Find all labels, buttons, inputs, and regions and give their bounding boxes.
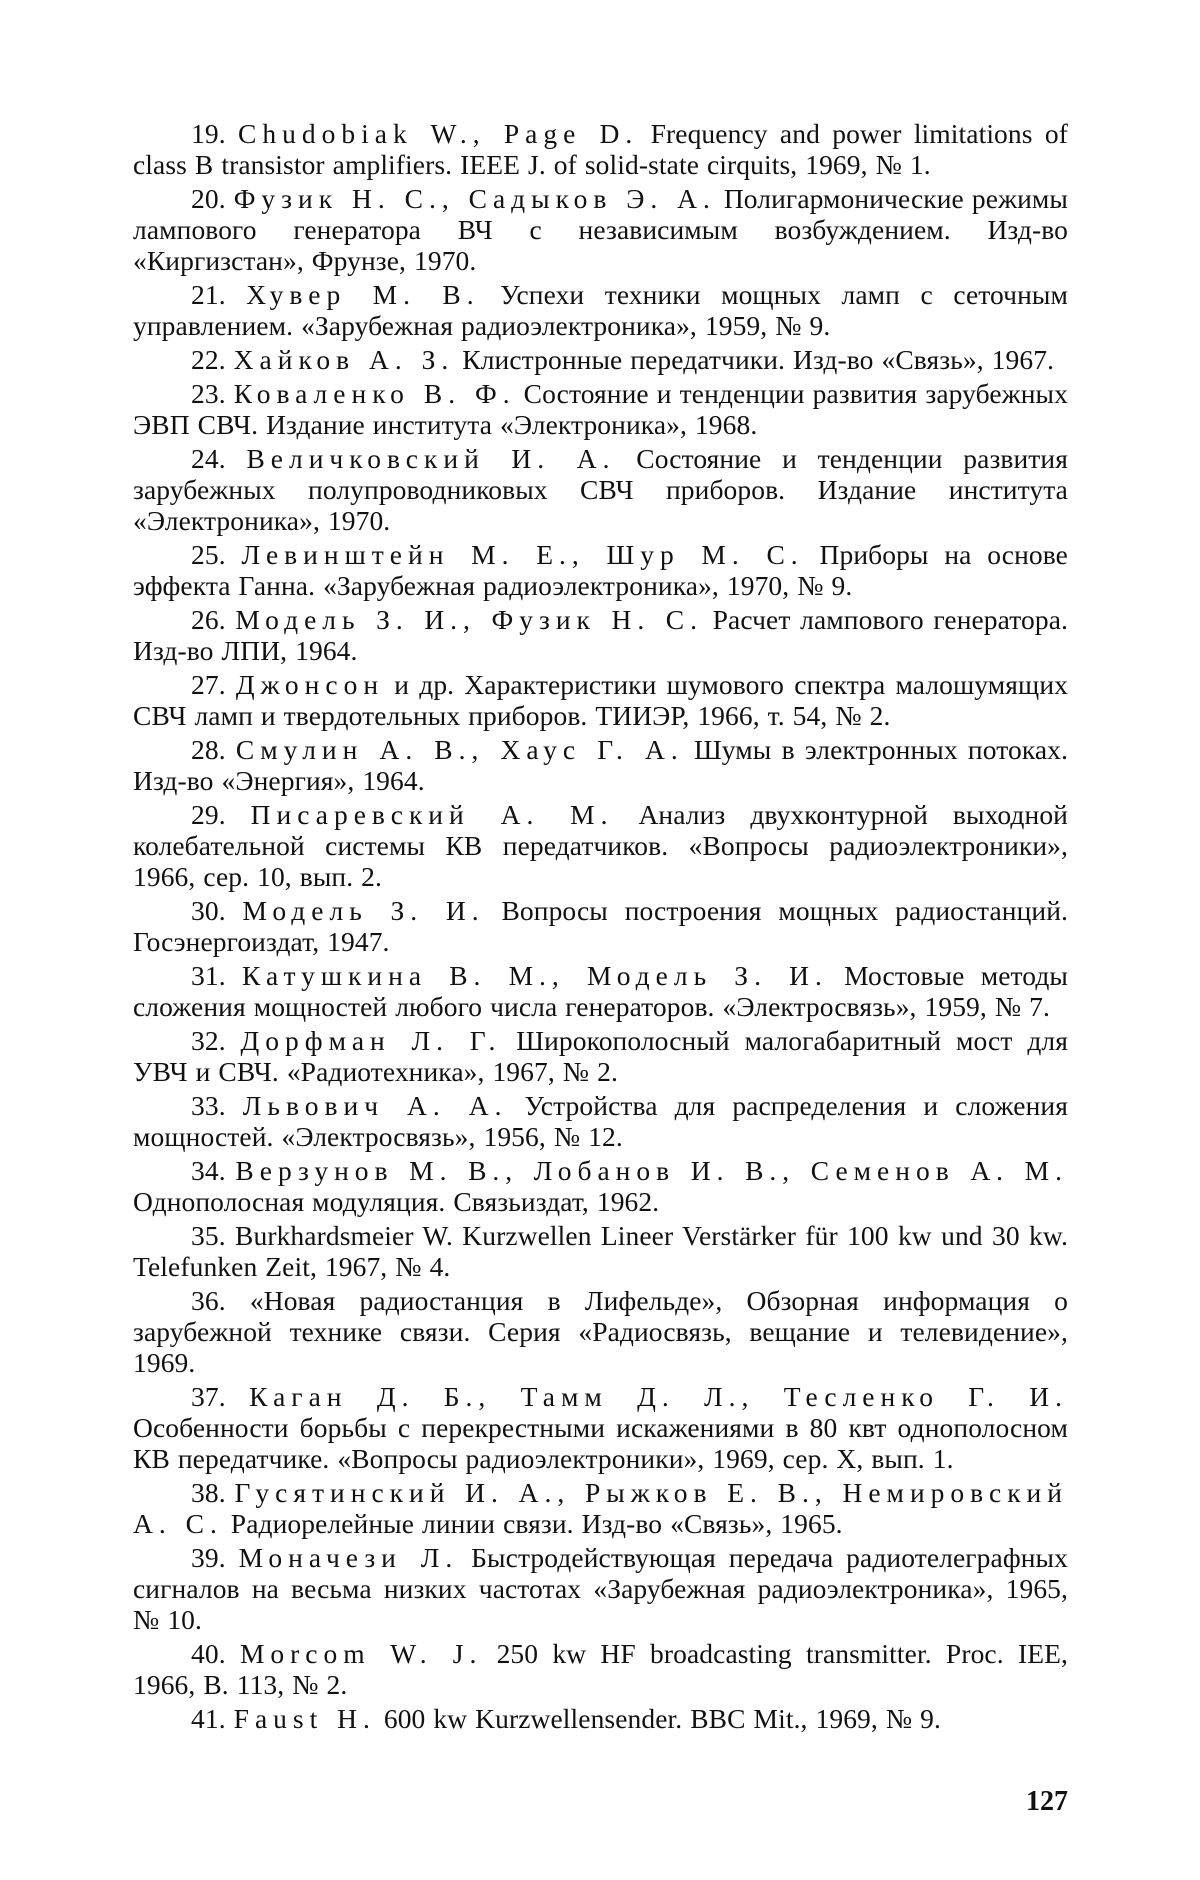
reference-item	[133, 960, 1068, 1022]
reference-authors: Гусятинский И. А., Рыжков Е. В., Немировский А. С.	[133, 1477, 1068, 1539]
reference-number: 35.	[191, 1220, 226, 1251]
reference-text: Frequency and power limitations of class B transistor amplifiers. IEEE J. of solid-state cirquits, 1969, № 1.	[133, 118, 1068, 180]
reference-authors: Модель З. И.	[242, 895, 485, 926]
reference-number: 39.	[191, 1542, 226, 1573]
reference-authors: Morcom W. J.	[239, 1638, 483, 1669]
reference-number: 41.	[191, 1703, 226, 1734]
reference-item	[133, 183, 1068, 276]
reference-authors: Писаревский А. М.	[250, 799, 614, 830]
reference-number: 32.	[191, 1025, 226, 1056]
reference-authors: Коваленко В. Ф.	[233, 378, 516, 409]
reference-text: и др. Характеристики шумового спектра малошумящих СВЧ ламп и твердотельных приборов. ТИИЭР, 1966, т. 54, № 2.	[133, 669, 1068, 731]
reference-authors: Faust H.	[233, 1703, 376, 1734]
reference-item	[133, 1542, 1068, 1635]
reference-authors: Хайков А. З.	[233, 344, 455, 375]
reference-authors: Катушкина В. М., Модель З. И.	[241, 960, 828, 991]
reference-text: Анализ двухконтурной выходной колебательной системы КВ передатчиков. «Вопросы радиоэлектроники», 1966, сер. 10, вып. 2.	[133, 799, 1068, 892]
reference-text: Особенности борьбы с перекрестными искажениями в 80 квт однополосном КВ передатчике. «Вопросы радиоэлектроники», 1969, сер. X, вып. 1.	[133, 1412, 1068, 1474]
reference-number: 28.	[191, 734, 226, 765]
reference-number: 31.	[191, 960, 226, 991]
reference-item	[133, 1220, 1068, 1282]
reference-number: 40.	[191, 1638, 226, 1669]
reference-authors: Величковский И. А.	[246, 443, 616, 474]
reference-item	[133, 279, 1068, 341]
reference-authors: Chudobiak W., Page D.	[238, 118, 639, 149]
reference-authors: Дорфман Л. Г.	[240, 1025, 502, 1056]
reference-number: 37.	[191, 1381, 226, 1412]
reference-text: 600 kw Kurzwellensender. BBC Mit., 1969, № 9.	[375, 1703, 941, 1734]
reference-item	[133, 1090, 1068, 1152]
page-number: 127	[1026, 1786, 1068, 1817]
reference-text: Устройства для распределения и сложения мощностей. «Электросвязь», 1956, № 12.	[133, 1090, 1068, 1152]
reference-text: Полигармонические режимы лампового генератора ВЧ с независимым возбуждением. Изд-во «Киргизстан», Фрунзе, 1970.	[133, 183, 1068, 276]
reference-authors: Каган Д. Б., Тамм Д. Л., Тесленко Г. И.	[249, 1381, 1068, 1412]
reference-number: 19.	[191, 118, 226, 149]
reference-item	[133, 604, 1068, 666]
reference-number: 24.	[191, 443, 226, 474]
reference-number: 30.	[191, 895, 226, 926]
reference-text: Состояние и тенденции развития зарубежных ЭВП СВЧ. Издание института «Электроника», 1968.	[133, 378, 1068, 440]
reference-item	[133, 378, 1068, 440]
reference-number: 20.	[191, 183, 226, 214]
reference-text: «Новая радиостанция в Лифельде», Обзорная информация о зарубежной технике связи. Серия «Радиосвязь, вещание и телевидение», 1969.	[133, 1285, 1069, 1378]
reference-item	[133, 1285, 1068, 1378]
reference-authors: Смулин А. В., Хаус Г. А.	[235, 734, 684, 765]
reference-item	[133, 1703, 1068, 1734]
reference-text: Расчет лампового генератора. Изд-во ЛПИ, 1964.	[133, 604, 1068, 666]
reference-item	[133, 1025, 1068, 1087]
reference-item	[133, 895, 1068, 957]
reference-number: 34.	[191, 1155, 226, 1186]
reference-text: Радиорелейные линии связи. Изд-во «Связь», 1965.	[222, 1508, 843, 1539]
reference-text: Успехи техники мощных ламп с сеточным управлением. «Зарубежная радиоэлектроника», 1959, № 9.	[133, 279, 1068, 341]
reference-text: Состояние и тенденции развития зарубежных полупроводниковых СВЧ приборов. Издание института «Электроника», 1970.	[133, 443, 1068, 536]
reference-authors: Левинштейн М. Е., Шур М. С.	[241, 539, 804, 570]
reference-text: Клистронные передатчики. Изд-во «Связь», 1967.	[454, 344, 1055, 375]
reference-text: Вопросы построения мощных радиостанций. Госэнергоиздат, 1947.	[133, 895, 1069, 957]
reference-item	[133, 669, 1068, 731]
reference-item	[133, 1381, 1068, 1474]
reference-item	[133, 118, 1068, 180]
reference-text: Мостовые методы сложения мощностей любого числа генераторов. «Электросвязь», 1959, № 7.	[133, 960, 1068, 1022]
reference-authors: Львович А. А.	[242, 1090, 508, 1121]
reference-item	[133, 799, 1068, 892]
reference-item	[133, 1638, 1068, 1700]
reference-number: 38.	[191, 1477, 226, 1508]
reference-item	[133, 539, 1068, 601]
reference-text: 250 kw HF broadcasting transmitter. Proc. IEE, 1966, B. 113, № 2.	[133, 1638, 1068, 1700]
reference-item	[133, 344, 1068, 375]
reference-number: 27.	[191, 669, 226, 700]
reference-text: Широкополосный малогабаритный мост для УВЧ и СВЧ. «Радиотехника», 1967, № 2.	[133, 1025, 1068, 1087]
reference-item	[133, 1155, 1068, 1217]
reference-authors: Моначези Л.	[238, 1542, 459, 1573]
reference-text: Приборы на основе эффекта Ганна. «Зарубежная радиоэлектроника», 1970, № 9.	[133, 539, 1068, 601]
reference-number: 22.	[191, 344, 226, 375]
reference-text: Шумы в электронных потоках. Изд-во «Энергия», 1964.	[133, 734, 1068, 796]
reference-number: 33.	[191, 1090, 226, 1121]
reference-text: Быстродействующая передача радиотелеграфных сигналов на весьма низких частотах «Зарубежная радиоэлектроника», 1965, № 10.	[133, 1542, 1068, 1635]
reference-item	[133, 1477, 1068, 1539]
reference-authors: Хувер М. В.	[246, 279, 480, 310]
reference-number: 23.	[191, 378, 226, 409]
reference-number: 29.	[191, 799, 226, 830]
reference-list	[133, 118, 1068, 1734]
reference-text: Burkhardsmeier W. Kurzwellen Lineer Verstärker für 100 kw und 30 kw. Telefunken Zeit, 1967, № 4.	[133, 1220, 1068, 1282]
reference-authors: Джонсон	[235, 669, 385, 700]
reference-item	[133, 443, 1068, 536]
reference-number: 21.	[191, 279, 226, 310]
reference-text: Однополосная модуляция. Связьиздат, 1962.	[133, 1186, 660, 1217]
reference-item	[133, 734, 1068, 796]
reference-number: 36.	[191, 1285, 226, 1316]
reference-number: 26.	[191, 604, 226, 635]
bibliography-page	[133, 118, 1068, 1818]
reference-authors: Фузик Н. С., Садыков Э. А.	[233, 183, 716, 214]
reference-authors: Модель З. И., Фузик Н. С.	[235, 604, 703, 635]
reference-number: 25.	[191, 539, 226, 570]
reference-authors: Верзунов М. В., Лобанов И. В., Семенов А. М.	[235, 1155, 1068, 1186]
